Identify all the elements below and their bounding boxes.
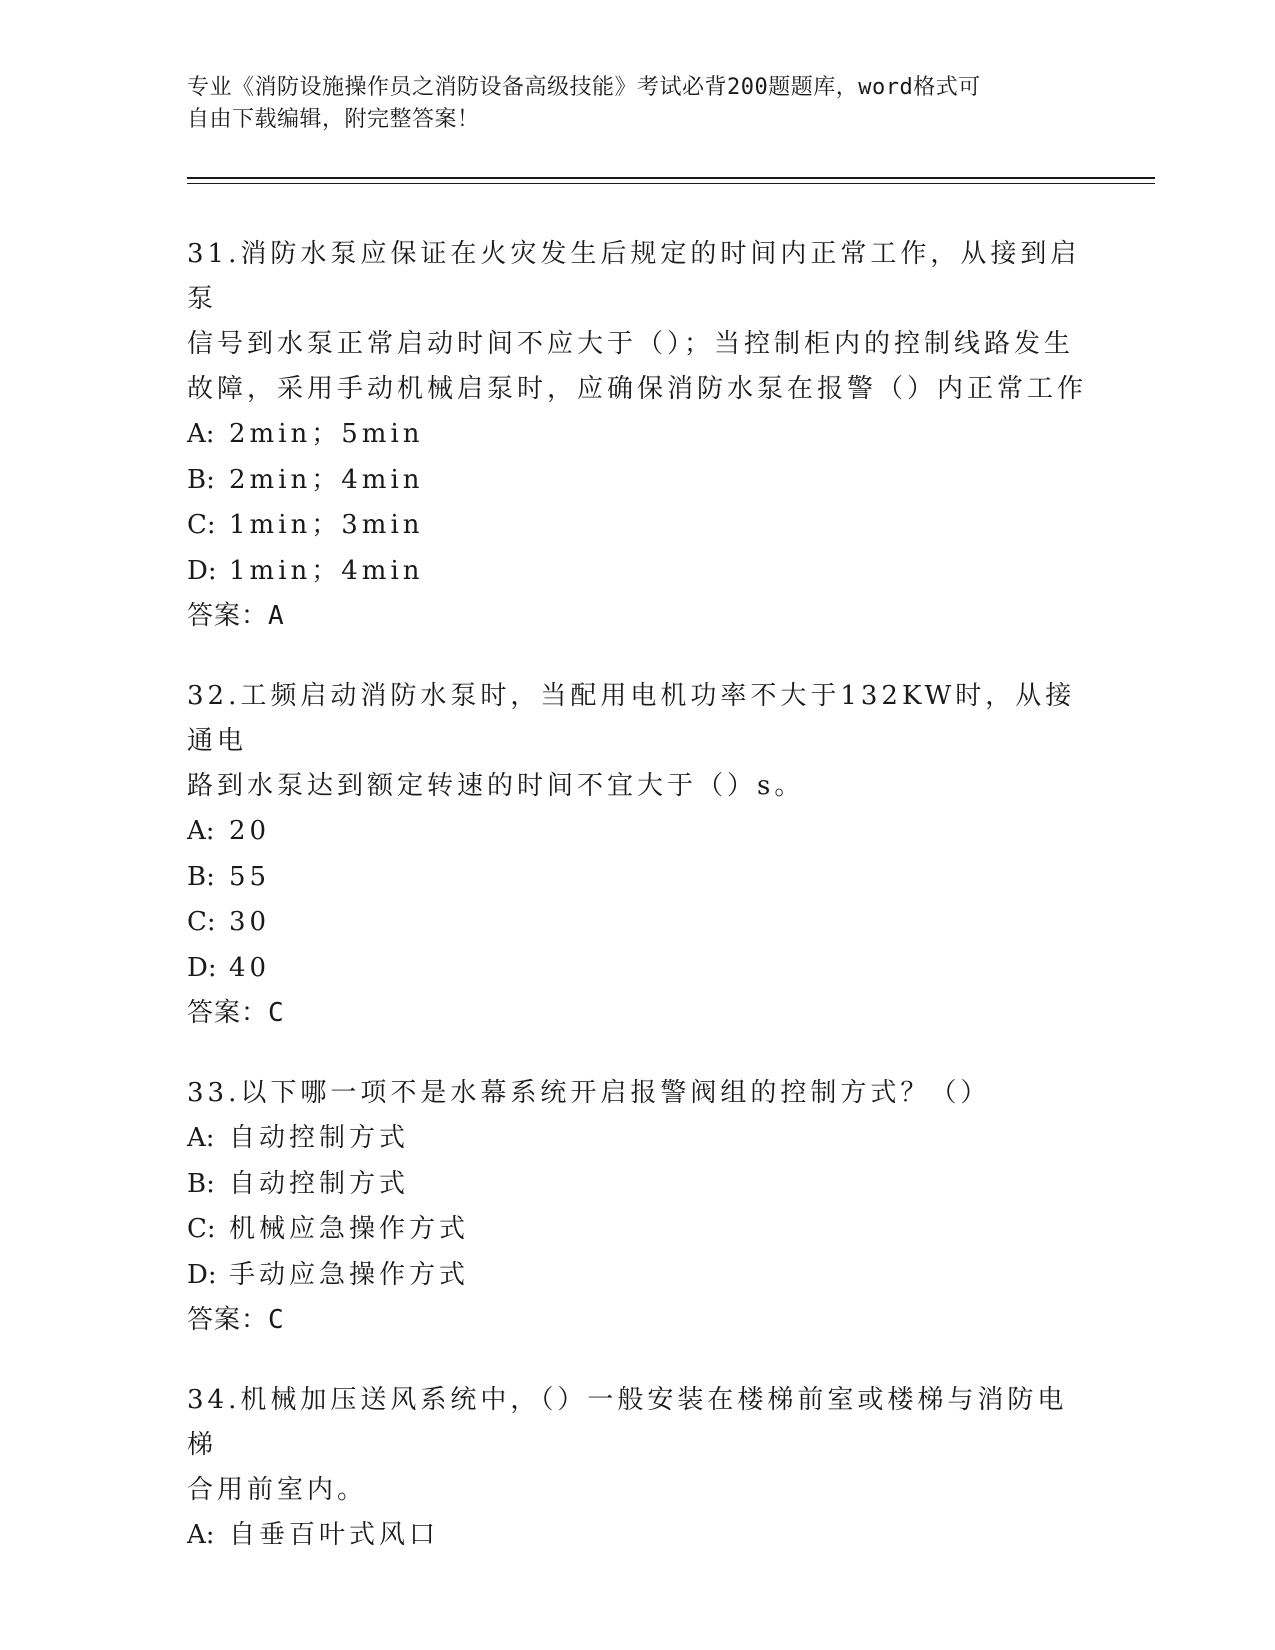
question-stem (187, 674, 1087, 809)
option-c (187, 503, 1087, 549)
question-list (187, 232, 1087, 1595)
option-text: 2min；5min (229, 419, 424, 449)
option-text: 55 (229, 861, 271, 892)
header-line-2: 自由下载编辑，附完整答案！ (187, 107, 480, 132)
stem-line: 32.工频启动消防水泵时，当配用电机功率不大于132KW时，从接通电 (187, 681, 1076, 756)
option-label: A: (187, 816, 215, 846)
option-text: 2min；4min (229, 464, 424, 495)
option-text: 自动控制方式 (229, 1123, 410, 1153)
question-stem (187, 1071, 1087, 1116)
option-text: 机械应急操作方式 (229, 1214, 470, 1244)
document-header (187, 72, 1087, 136)
option-a (187, 412, 1087, 458)
option-text: 自垂百叶式风口 (229, 1520, 440, 1550)
option-label: A: (187, 419, 215, 449)
stem-line: 33.以下哪一项不是水幕系统开启报警阀组的控制方式？（） (187, 1078, 991, 1108)
option-label: C: (187, 1214, 216, 1244)
option-label: B: (187, 861, 215, 892)
question-33 (187, 1071, 1087, 1342)
option-d (187, 1253, 1087, 1299)
option-c (187, 900, 1087, 946)
option-label: D: (187, 555, 217, 586)
question-34 (187, 1378, 1087, 1559)
option-text: 手动应急操作方式 (229, 1259, 470, 1290)
option-label: B: (187, 464, 215, 495)
option-label: A: (187, 1123, 215, 1153)
option-text: 自动控制方式 (229, 1168, 410, 1199)
stem-line: 故障，采用手动机械启泵时，应确保消防水泵在报警（）内正常工作 (187, 374, 1088, 404)
option-label: C: (187, 510, 216, 540)
stem-line: 合用前室内。 (187, 1475, 368, 1505)
answer: 答案：C (187, 1305, 285, 1335)
question-32 (187, 674, 1087, 1035)
option-c (187, 1207, 1087, 1253)
question-31 (187, 232, 1087, 638)
option-text: 1min；4min (229, 555, 424, 586)
option-text: 20 (229, 816, 271, 846)
option-text: 40 (229, 952, 271, 983)
option-d (187, 946, 1087, 992)
header-line-1: 专业《消防设施操作员之消防设备高级技能》考试必背200题题库，word格式可 (187, 75, 981, 100)
option-label: A: (187, 1520, 215, 1550)
question-stem (187, 232, 1087, 412)
option-b (187, 1162, 1087, 1208)
option-a (187, 1513, 1087, 1559)
option-label: C: (187, 907, 216, 937)
option-text: 1min；3min (229, 510, 424, 540)
option-a (187, 809, 1087, 855)
option-d (187, 549, 1087, 595)
header-rule-thin (187, 183, 1155, 184)
answer: 答案：C (187, 998, 285, 1028)
option-b (187, 855, 1087, 901)
header-rule-thick (187, 177, 1155, 179)
option-label: D: (187, 1259, 217, 1290)
option-label: D: (187, 952, 217, 983)
answer: 答案：A (187, 601, 285, 631)
stem-line: 信号到水泵正常启动时间不应大于（）；当控制柜内的控制线路发生 (187, 329, 1075, 359)
stem-line: 34.机械加压送风系统中，（）一般安装在楼梯前室或楼梯与消防电梯 (187, 1385, 1068, 1460)
question-stem (187, 1378, 1087, 1513)
option-label: B: (187, 1168, 215, 1199)
option-text: 30 (229, 907, 271, 937)
option-a (187, 1116, 1087, 1162)
stem-line: 路到水泵达到额定转速的时间不宜大于（）s。 (187, 771, 805, 801)
option-b (187, 458, 1087, 504)
stem-line: 31.消防水泵应保证在火灾发生后规定的时间内正常工作，从接到启泵 (187, 239, 1081, 314)
